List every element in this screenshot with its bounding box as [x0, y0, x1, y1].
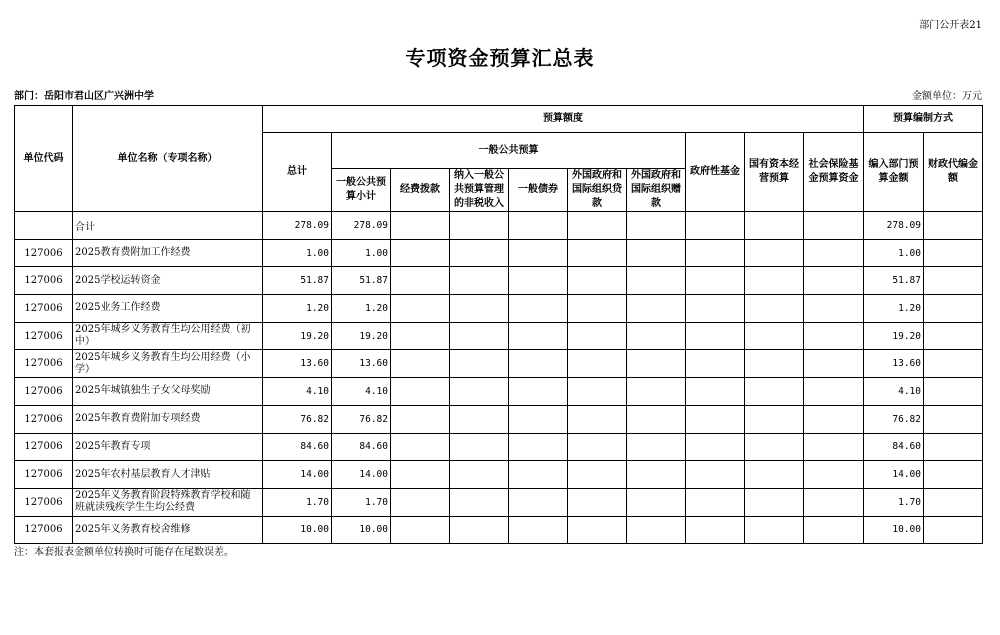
cell-name: 2025年城乡义务教育生均公用经费（初中） — [73, 322, 263, 350]
cell-dept-budget: 19.20 — [864, 322, 924, 350]
cell-subtotal: 10.00 — [332, 516, 391, 544]
footnote: 注：本套报表金额单位转换时可能存在尾数误差。 — [14, 547, 234, 558]
cell-name: 2025年义务教育阶段特殊教育学校和随班就读残疾学生生均公经费 — [73, 488, 263, 516]
header-total: 总计 — [263, 133, 332, 212]
header-unit-code: 单位代码 — [15, 106, 73, 212]
cell-total: 14.00 — [263, 461, 332, 489]
header-social-insurance: 社会保险基金预算资金 — [804, 133, 864, 212]
amount-unit-label: 金额单位：万元 — [912, 91, 982, 102]
form-reference-label: 部门公开表21 — [919, 20, 982, 31]
cell-total: 84.60 — [263, 433, 332, 461]
cell-subtotal: 278.09 — [332, 212, 391, 240]
header-general-public-budget: 一般公共预算 — [332, 133, 686, 169]
cell-total: 10.00 — [263, 516, 332, 544]
cell-dept-budget: 278.09 — [864, 212, 924, 240]
cell-subtotal: 1.70 — [332, 488, 391, 516]
cell-name: 2025教育费附加工作经费 — [73, 239, 263, 267]
header-budget-method: 预算编制方式 — [864, 106, 983, 133]
cell-subtotal: 19.20 — [332, 322, 391, 350]
table-row — [15, 378, 983, 406]
table-row-total — [15, 212, 983, 240]
table-row — [15, 516, 983, 544]
cell-code: 127006 — [15, 295, 73, 323]
cell-name: 2025年教育费附加专项经费 — [73, 405, 263, 433]
table-row — [15, 433, 983, 461]
cell-name: 2025年教育专项 — [73, 433, 263, 461]
header-budget-amount: 预算额度 — [263, 106, 864, 133]
cell-total: 4.10 — [263, 378, 332, 406]
cell-subtotal: 1.20 — [332, 295, 391, 323]
cell-total: 1.00 — [263, 239, 332, 267]
cell-total: 1.70 — [263, 488, 332, 516]
cell-name: 2025业务工作经费 — [73, 295, 263, 323]
cell-subtotal: 14.00 — [332, 461, 391, 489]
cell-subtotal: 4.10 — [332, 378, 391, 406]
cell-dept-budget: 84.60 — [864, 433, 924, 461]
header-non-tax: 纳入一般公共预算管理的非税收入 — [450, 169, 509, 212]
cell-dept-budget: 51.87 — [864, 267, 924, 295]
cell-dept-budget: 13.60 — [864, 350, 924, 378]
cell-code: 127006 — [15, 350, 73, 378]
table-row — [15, 239, 983, 267]
header-subtotal: 一般公共预算小计 — [332, 169, 391, 212]
department-label: 部门：岳阳市君山区广兴洲中学 — [14, 91, 154, 102]
header-gov-fund: 政府性基金 — [686, 133, 745, 212]
cell-subtotal: 13.60 — [332, 350, 391, 378]
header-state-capital: 国有资本经营预算 — [745, 133, 804, 212]
cell-code: 127006 — [15, 516, 73, 544]
cell-dept-budget: 1.70 — [864, 488, 924, 516]
cell-name: 合计 — [73, 212, 263, 240]
cell-name: 2025年城乡义务教育生均公用经费（小学） — [73, 350, 263, 378]
cell-dept-budget: 10.00 — [864, 516, 924, 544]
table-row — [15, 267, 983, 295]
table-row — [15, 350, 983, 378]
cell-name: 2025年城镇独生子女父母奖励 — [73, 378, 263, 406]
table-row — [15, 461, 983, 489]
table-row — [15, 488, 983, 516]
header-foreign-loans: 外国政府和国际组织贷款 — [568, 169, 627, 212]
cell-code: 127006 — [15, 322, 73, 350]
cell-name: 2025学校运转资金 — [73, 267, 263, 295]
cell-dept-budget: 4.10 — [864, 378, 924, 406]
cell-total: 278.09 — [263, 212, 332, 240]
header-fiscal-agency: 财政代编金额 — [924, 133, 983, 212]
table-row — [15, 405, 983, 433]
cell-subtotal: 1.00 — [332, 239, 391, 267]
cell-subtotal: 51.87 — [332, 267, 391, 295]
header-unit-name: 单位名称（专项名称） — [73, 106, 263, 212]
cell-dept-budget: 76.82 — [864, 405, 924, 433]
cell-code: 127006 — [15, 378, 73, 406]
cell-name: 2025年义务教育校舍维修 — [73, 516, 263, 544]
cell-name: 2025年农村基层教育人才津贴 — [73, 461, 263, 489]
budget-summary-table — [14, 105, 983, 544]
table-row — [15, 322, 983, 350]
cell-code: 127006 — [15, 267, 73, 295]
header-dept-budget: 编入部门预算金额 — [864, 133, 924, 212]
cell-subtotal: 76.82 — [332, 405, 391, 433]
cell-total: 19.20 — [263, 322, 332, 350]
cell-dept-budget: 14.00 — [864, 461, 924, 489]
cell-code: 127006 — [15, 461, 73, 489]
page-title: 专项资金预算汇总表 — [405, 46, 595, 70]
cell-code: 127006 — [15, 405, 73, 433]
header-foreign-grants: 外国政府和国际组织赠款 — [627, 169, 686, 212]
cell-total: 76.82 — [263, 405, 332, 433]
cell-code: 127006 — [15, 488, 73, 516]
cell-total: 13.60 — [263, 350, 332, 378]
cell-code: 127006 — [15, 433, 73, 461]
cell-dept-budget: 1.00 — [864, 239, 924, 267]
cell-subtotal: 84.60 — [332, 433, 391, 461]
table-row — [15, 295, 983, 323]
cell-dept-budget: 1.20 — [864, 295, 924, 323]
cell-code — [15, 212, 73, 240]
header-appropriation: 经费拨款 — [391, 169, 450, 212]
header-bonds: 一般债券 — [509, 169, 568, 212]
cell-code: 127006 — [15, 239, 73, 267]
cell-total: 51.87 — [263, 267, 332, 295]
cell-total: 1.20 — [263, 295, 332, 323]
